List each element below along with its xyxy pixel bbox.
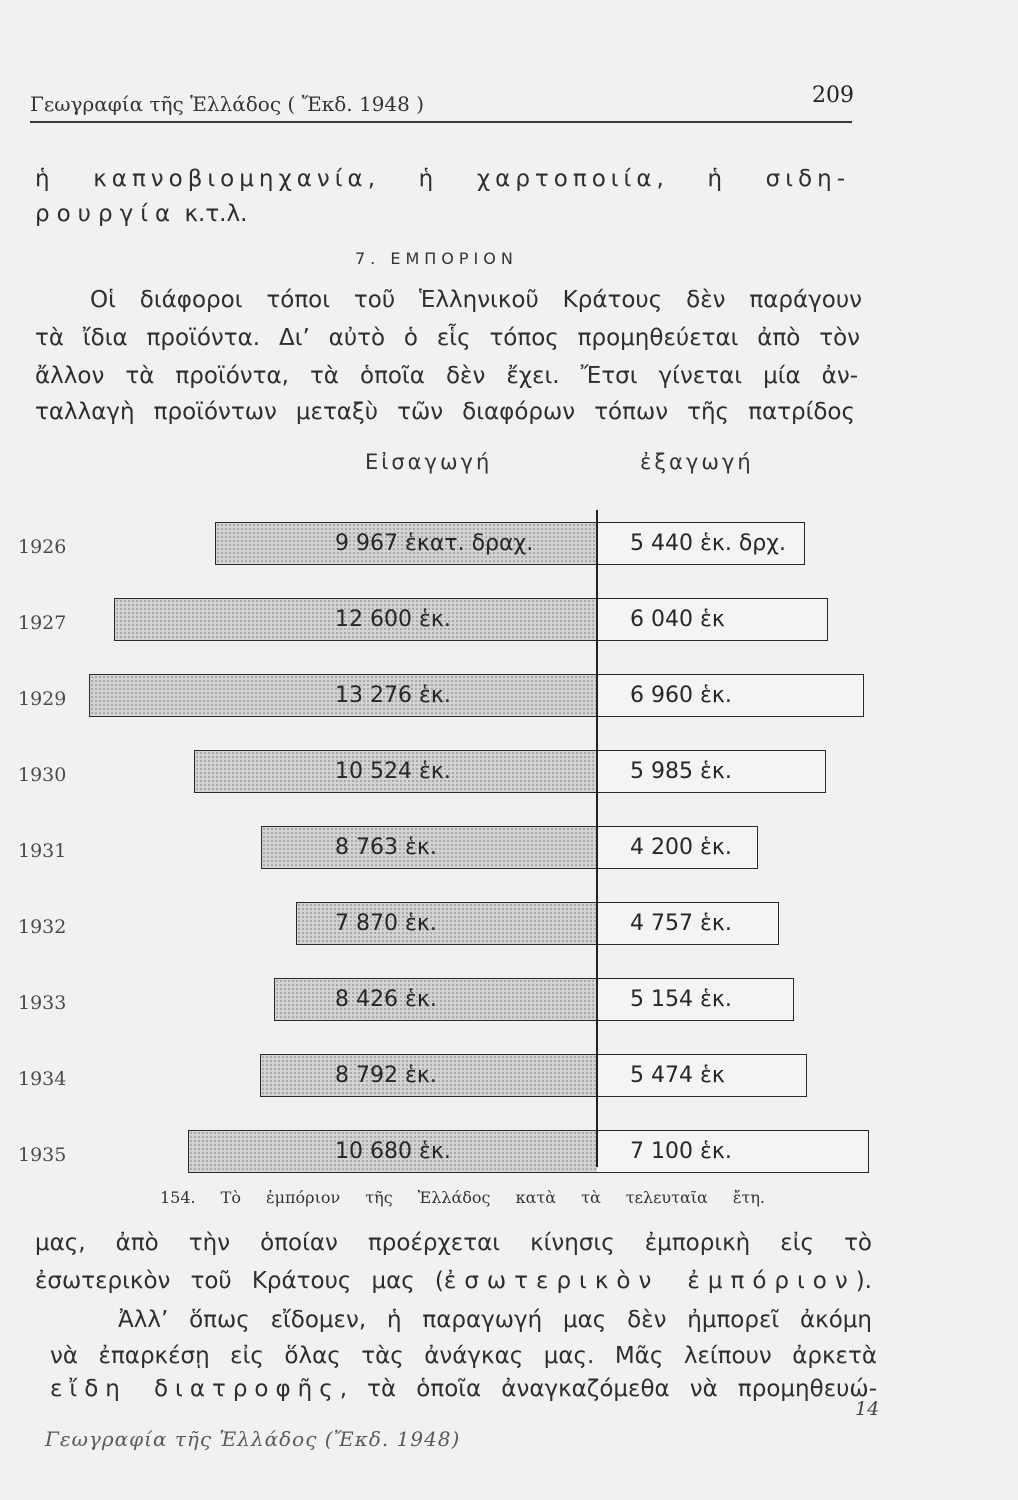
year-label: 1931	[18, 840, 67, 862]
body-text-line	[35, 201, 247, 228]
body-text-line: ταλλαγὴ προϊόντων μεταξὺ τῶν διαφόρων τόπων τῆς πατρίδος	[35, 399, 855, 425]
export-value-label: 4 757 ἑκ.	[630, 911, 732, 936]
export-value-label: 4 200 ἑκ.	[630, 835, 732, 860]
export-series-header: ἐξαγωγή	[640, 450, 754, 474]
body-text-line	[35, 1268, 872, 1295]
abbreviation-text: κ.τ.λ.	[184, 201, 248, 227]
spaced-emphasis-text: ἐσωτερικὸν ἐμπόριον	[443, 1268, 856, 1294]
year-label: 1934	[18, 1068, 67, 1090]
export-value-label: 6 960 ἑκ.	[630, 683, 732, 708]
export-value-label: 5 474 ἑκ	[630, 1063, 725, 1088]
import-value-label: 8 426 ἑκ.	[335, 987, 437, 1012]
signature-line: Γεωγραφία τῆς Ἑλλάδος (Ἔκδ. 1948)	[45, 1427, 461, 1451]
body-text-line: μας, ἀπὸ τὴν ὁποίαν προέρχεται κίνησις ἐμπορικὴ εἰς τὸ	[35, 1230, 872, 1256]
export-value-label: 5 154 ἑκ.	[630, 987, 732, 1012]
body-text-line: τὰ ἴδια προϊόντα. Δι’ αὐτὸ ὁ εἷς τόπος προμηθεύεται ἀπὸ τὸν	[35, 325, 860, 351]
export-value-label: 6 040 ἑκ	[630, 607, 725, 632]
year-label: 1929	[18, 688, 67, 710]
import-value-label: 13 276 ἑκ.	[335, 683, 451, 708]
import-value-label: 7 870 ἑκ.	[335, 911, 437, 936]
export-value-label: 5 440 ἑκ. δρχ.	[630, 531, 786, 556]
running-header-title: Γεωγραφία τῆς Ἑλλάδος ( Ἔκδ. 1948 )	[30, 92, 425, 116]
figure-caption: 154. Τὸ ἐμπόριον τῆς Ἑλλάδος κατὰ τὰ τελευταῖα ἔτη.	[160, 1188, 765, 1207]
import-series-header: Εἰσαγωγή	[365, 450, 493, 474]
spaced-emphasis-text: εἴδη διατροφῆς	[50, 1376, 340, 1402]
body-text-segment: ).	[855, 1268, 872, 1294]
body-text-line: Οἱ διάφοροι τόποι τοῦ Ἑλληνικοῦ Κράτους δὲν παράγουν	[90, 287, 862, 313]
import-value-label: 8 792 ἑκ.	[335, 1063, 437, 1088]
year-label: 1930	[18, 764, 67, 786]
year-label: 1933	[18, 992, 67, 1014]
import-value-label: 9 967 ἑκατ. δραχ.	[335, 531, 534, 556]
section-heading: 7. ΕΜΠΟΡΙΟΝ	[355, 249, 518, 268]
body-text-line	[50, 1376, 877, 1403]
import-value-label: 8 763 ἑκ.	[335, 835, 437, 860]
import-value-label: 10 680 ἑκ.	[335, 1139, 451, 1164]
center-axis-line	[596, 510, 598, 1167]
body-text-line: ἡ καπνοβιομηχανία, ἡ χαρτοποιία, ἡ σιδη-	[35, 166, 850, 192]
trade-chart	[0, 440, 1018, 1180]
year-label: 1935	[18, 1144, 67, 1166]
year-label: 1926	[18, 536, 67, 558]
body-text-line: ἄλλον τὰ προϊόντα, τὰ ὁποῖα δὲν ἔχει. Ἔτσι γίνεται μία ἀν-	[35, 363, 858, 389]
import-value-label: 10 524 ἑκ.	[335, 759, 451, 784]
body-text-segment: , τὰ ὁποῖα ἀναγκαζόμεθα νὰ προμηθευώ-	[339, 1376, 877, 1402]
signature-number: 14	[855, 1398, 880, 1420]
year-label: 1932	[18, 916, 67, 938]
header-rule	[30, 121, 852, 123]
export-value-label: 7 100 ἑκ.	[630, 1139, 732, 1164]
page-number: 209	[812, 83, 854, 108]
year-label: 1927	[18, 612, 67, 634]
spaced-emphasis-text: ρουργία	[35, 201, 178, 227]
body-text-segment: ἐσωτερικὸν τοῦ Κράτους μας (	[35, 1268, 444, 1294]
body-text-line: νὰ ἐπαρκέσῃ εἰς ὅλας τὰς ἀνάγκας μας. Μᾶς λείπουν ἀρκετὰ	[50, 1343, 877, 1369]
import-value-label: 12 600 ἑκ.	[335, 607, 451, 632]
export-value-label: 5 985 ἑκ.	[630, 759, 732, 784]
body-text-line: Ἀλλ’ ὅπως εἴδομεν, ἡ παραγωγή μας δὲν ἠμπορεῖ ἀκόμη	[118, 1307, 872, 1333]
